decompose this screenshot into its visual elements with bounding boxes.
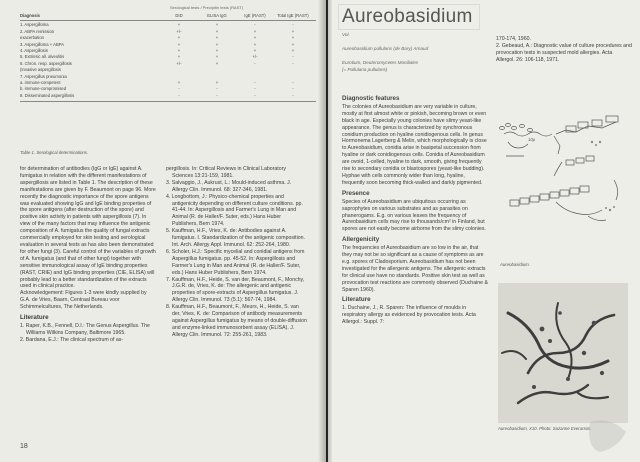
table-cell-diagnosis: exacerbation — [20, 35, 44, 41]
table-cell-value: - — [178, 86, 180, 92]
table-cell-diagnosis: a. immune-competent — [20, 80, 61, 86]
table-cell-value: - — [292, 92, 294, 98]
reference-item: 2. Gebeaud, A.: Diagnostic value of culture procedures and provocation tests in suspected mold allergies. Acta Allergol. 26: 106-118, 1971. — [496, 42, 632, 63]
table-super-header: Serological tests / Precipitin tests (RAST) — [170, 5, 244, 10]
table-cell-diagnosis: 1. Aspergilloma — [20, 22, 49, 28]
reference-item: 2. Bardana, E.J.: The clinical spectrum of as- — [20, 336, 124, 343]
table-cell-value: + — [215, 80, 219, 86]
table-cell-value: - — [216, 92, 218, 98]
reference-item: pergillosis. In: Critical Reviews in Clinical Laboratory Sciences 13:21-159, 1981. — [166, 166, 286, 179]
table-row — [20, 93, 316, 99]
table-cell-value: + — [291, 28, 295, 34]
watermark-logo-icon — [582, 416, 632, 456]
table-cell-value: + — [291, 35, 295, 41]
serology-table — [20, 6, 316, 102]
table-cell-value: - — [254, 22, 256, 28]
table-cell-value: + — [177, 22, 181, 28]
reference-item: 8. Kauffman, H.F., Beaumont, F., Meurs, H., Heide, S. van der, Vries, K. de: Comparison of antibody measurements against Aspergillus fumigatus by means of double-diffusion and enzyme-linked immunosorbent assay (ELISA). J. Allergy Clin. Immunol. 72: 255-261, 1983. — [166, 304, 307, 338]
table-caption: Table 1. Serological determinations. — [20, 150, 89, 155]
table-cell-value: + — [291, 48, 295, 54]
right-side-references — [496, 36, 632, 64]
table-cell-diagnosis: 2. ABPA remission — [20, 28, 55, 34]
table-cell-value: - — [254, 92, 256, 98]
table-cell-diagnosis: 4. Aspergillosis — [20, 48, 48, 54]
table-cell-diagnosis: b. immune-compromised — [20, 86, 67, 92]
right-column-references — [166, 166, 308, 339]
literature-heading: Literature — [342, 296, 371, 304]
table-cell-value: - — [292, 60, 294, 66]
table-cell-diagnosis: 7. Aspergillus pneumonia — [20, 73, 67, 79]
reference-item: 6. Scholer, H.J.: Specific mycelial and conidial antigens from Aspergillus fumigatus. pp. 45-52. In: Aspergillosis and Farmer's Lung in Man and Animal (R. de Haller/F. Suter, eds.) Hans Huber Publishers, Bern 1974. — [166, 248, 305, 276]
reference-item: 3. Salvaggio, J., Aukrust, L.: Mould-induced asthma. J. Allergy Clin. Immunol. 68: 327-346, 1981. — [166, 179, 292, 193]
reference-item: 170-174, 1960. — [496, 36, 531, 42]
table-cell-value: + — [215, 28, 219, 34]
right-main-column — [342, 92, 488, 326]
table-cell-value: - — [216, 86, 218, 92]
table-cell-diagnosis: 3. Aspergilloma + ABPA — [20, 41, 65, 47]
photo-caption: Aureobasidium, X10. Photo: Suzanne Everarson. — [498, 426, 592, 431]
table-header: Diagnosis — [20, 13, 41, 18]
table-cell-value: + — [215, 60, 219, 66]
table-cell-value: - — [292, 54, 294, 60]
table-cell-value: + — [253, 41, 257, 47]
table-cell-value: - — [254, 60, 256, 66]
table-cell-value: + — [253, 35, 257, 41]
reference-item: 1. Raper, K.B., Fennell, D.I.: The Genus Aspergillus. The Williams Wilkins Company, Baltimore 1965. — [20, 322, 150, 336]
table-cell-value: + — [177, 41, 181, 47]
table-header: IgE (RAST) — [244, 13, 266, 18]
table-cell-value: +/- — [252, 54, 258, 60]
table-cell-value: + — [215, 22, 219, 28]
table-header: Total IgE (RAST) — [277, 13, 309, 18]
table-cell-value: +/- — [176, 28, 182, 34]
synonym-line: (= Pullularia pullulans) — [342, 67, 388, 72]
micrograph-photo — [498, 283, 628, 423]
table-cell-diagnosis: 5. Extrinsic all. alveolitis — [20, 54, 65, 60]
table-cell-value: + — [253, 28, 257, 34]
table-cell-value: + — [215, 41, 219, 47]
table-cell-value: +/- — [176, 60, 182, 66]
table-header: DID — [175, 13, 183, 18]
table-cell-value: - — [292, 22, 294, 28]
table-cell-value: + — [253, 48, 257, 54]
reference-item: 7. Kauffman, H.F., Heide, S. van der, Beaumont, F., Monchy, J.G.R. de, Vries, K. de: The allergenic and antigenic properties of spore-extracts of Aspergillus fumigatus. J. Allergy Clin. Immunol. 73 (5.1): 567-74, 1984. — [166, 276, 305, 304]
reference-item: 4. Longbottom, J.: Physico-chemical properties and antigenicity depending on different culture conditions. pp. 41-44. In: Aspergillosis and Farmer's Lung in Man and Animal (R. de Haller/F. Suter, eds.) Hans Huber Publishers, Bern 1974. — [166, 193, 303, 228]
table-cell-value: - — [292, 86, 294, 92]
title-sub: Vol. — [342, 32, 350, 37]
reference-item: 1. Duchaine, J., R. Sparen: The influence of moulds in respiratory allergy as evidenced by provocation tests. Acta Allergol.: Suppl. 7: — [342, 305, 476, 326]
table-bottom-rule — [20, 101, 316, 102]
table-cell-value: + — [215, 35, 219, 41]
page-number: 18 — [20, 443, 28, 450]
allergenicity-text: The frequencies of Aureobasidium are so low in the air, that they may not be so significant as a cause of symptoms as are e.g. spores of Cladosporium. Aureobasidium has not been investigated for the allergenic antigens. The allergenic extracts for clinical use have no standards. Positive skin test as well as provocation test reactions are commonly observed (Duchaine & Sparen 1960). — [342, 245, 488, 293]
literature-heading: Literature — [20, 314, 49, 322]
page-title: Aureobasidium — [342, 6, 473, 27]
classification-line: Eurotium, Deuteromycetes Moniliales — [342, 60, 419, 65]
table-cell-diagnosis: 6. Chron. resp. aspergillosis — [20, 60, 72, 66]
table-header-row — [20, 13, 316, 21]
reference-item: 5. Kauffman, H.F., Vries, K. de: Antibodies against A. fumigatus. I. Standardization of the antigenic composition. Int. Arch. Allergy Appl. Immunol. 62: 252-264, 1980. — [166, 228, 305, 248]
table-body — [20, 22, 316, 99]
acknowledgement: Acknowledgement: Figures 1-3 were kindly supplied by G.A. de Vries, Baarn, Centraal Bureau voor Schimmelcultures, The Netherlands. — [20, 290, 147, 311]
table-cell-value: + — [177, 35, 181, 41]
table-cell-value: + — [215, 54, 219, 60]
diagnostic-heading: Diagnostic features — [342, 95, 400, 102]
diagnostic-text: The colonies of Aureobasidium are very variable in culture, mostly at first almost white or pinkish, becoming brown or even black in age. Especially young colonies have slimy yeast-like appearance. The genus is characterized by synchronous conidium production on hyaline conidiogenous cells. In genus Hormonema Lagerberg & Melin, which morphologically is close to Aureobasidium, conidia arise in basipetal succession from hyaline or dark conidiogenous cells. Conidia of Aureobasidium are ovoid, 1-celled, hyaline to dark, smooth, giving frequently rise to secondary conidia or blastospores (yeast-like budding). Hyphae with cells commonly wider than long, hyaline, frequently soon becoming thick-walled and darkly pigmented. — [342, 103, 487, 186]
table-header: ELISA IgG — [207, 13, 227, 18]
presence-heading: Presence — [342, 189, 370, 197]
table-cell-diagnosis: (Invasive aspergillosis — [20, 67, 61, 73]
table-cell-value: + — [177, 48, 181, 54]
body-paragraph: for determination of antibodies (IgG or IgE) against A. fumigatus in relation with the different manifestations of aspergillosis are listed in Table 1. The description of these manifestations are given by F. Beaumont on page 96. More recently the diagnostic importance of the spore antigens was evaluated showing IgG and IgE binding properties of the spore antigens (after destruction of the spore) and positive skin activity in patients with aspergillosis (7). In view of the many factors that may influence the antigenic composition of A. fumigatus the quality of fungal extracts commercially employed for skin testing and serological evaluation in several tests as has also been demonstrated for other fungi (3). Careful control of the variables of growth of A. fumigatus (and that of other fungi) together with sensitive immunological assay of IgE binding properties (RAST, CRIE) and IgG binding properties (CIE, ELISA) will probably lead to a better standardization of the extracts used in clinical practice. — [20, 166, 156, 290]
table-cell-diagnosis: 8. Disseminated aspergillosis — [20, 92, 75, 98]
table-cell-value: + — [291, 41, 295, 47]
table-cell-value: + — [177, 80, 181, 86]
hyphae-drawing-icon — [496, 112, 632, 260]
species-line: Aureobasidium pullulans (de Bary) Arnaud — [342, 46, 429, 51]
table-cell-value: - — [254, 80, 256, 86]
table-cell-value: + — [177, 54, 181, 60]
scale-label: 10μ — [528, 137, 536, 142]
presence-text: Species of Aureobasidium are ubiquitous occurring as saprophytes on various substrates and as parasites on phanerogams. E.g. on various leaves the frequency of Aureobasidium cells may rise to thousands/cm² in Finland, but spores are not easily become airborne from the slimy colonies. — [342, 198, 486, 233]
table-cell-value: + — [215, 48, 219, 54]
table-cell-value: - — [254, 86, 256, 92]
table-cell-value: - — [292, 80, 294, 86]
left-column — [20, 166, 158, 344]
right-page — [328, 0, 640, 462]
drawing-caption: Aureobasidium. — [500, 262, 530, 267]
table-cell-value: - — [178, 92, 180, 98]
allergenicity-heading: Allergenicity — [342, 236, 380, 244]
